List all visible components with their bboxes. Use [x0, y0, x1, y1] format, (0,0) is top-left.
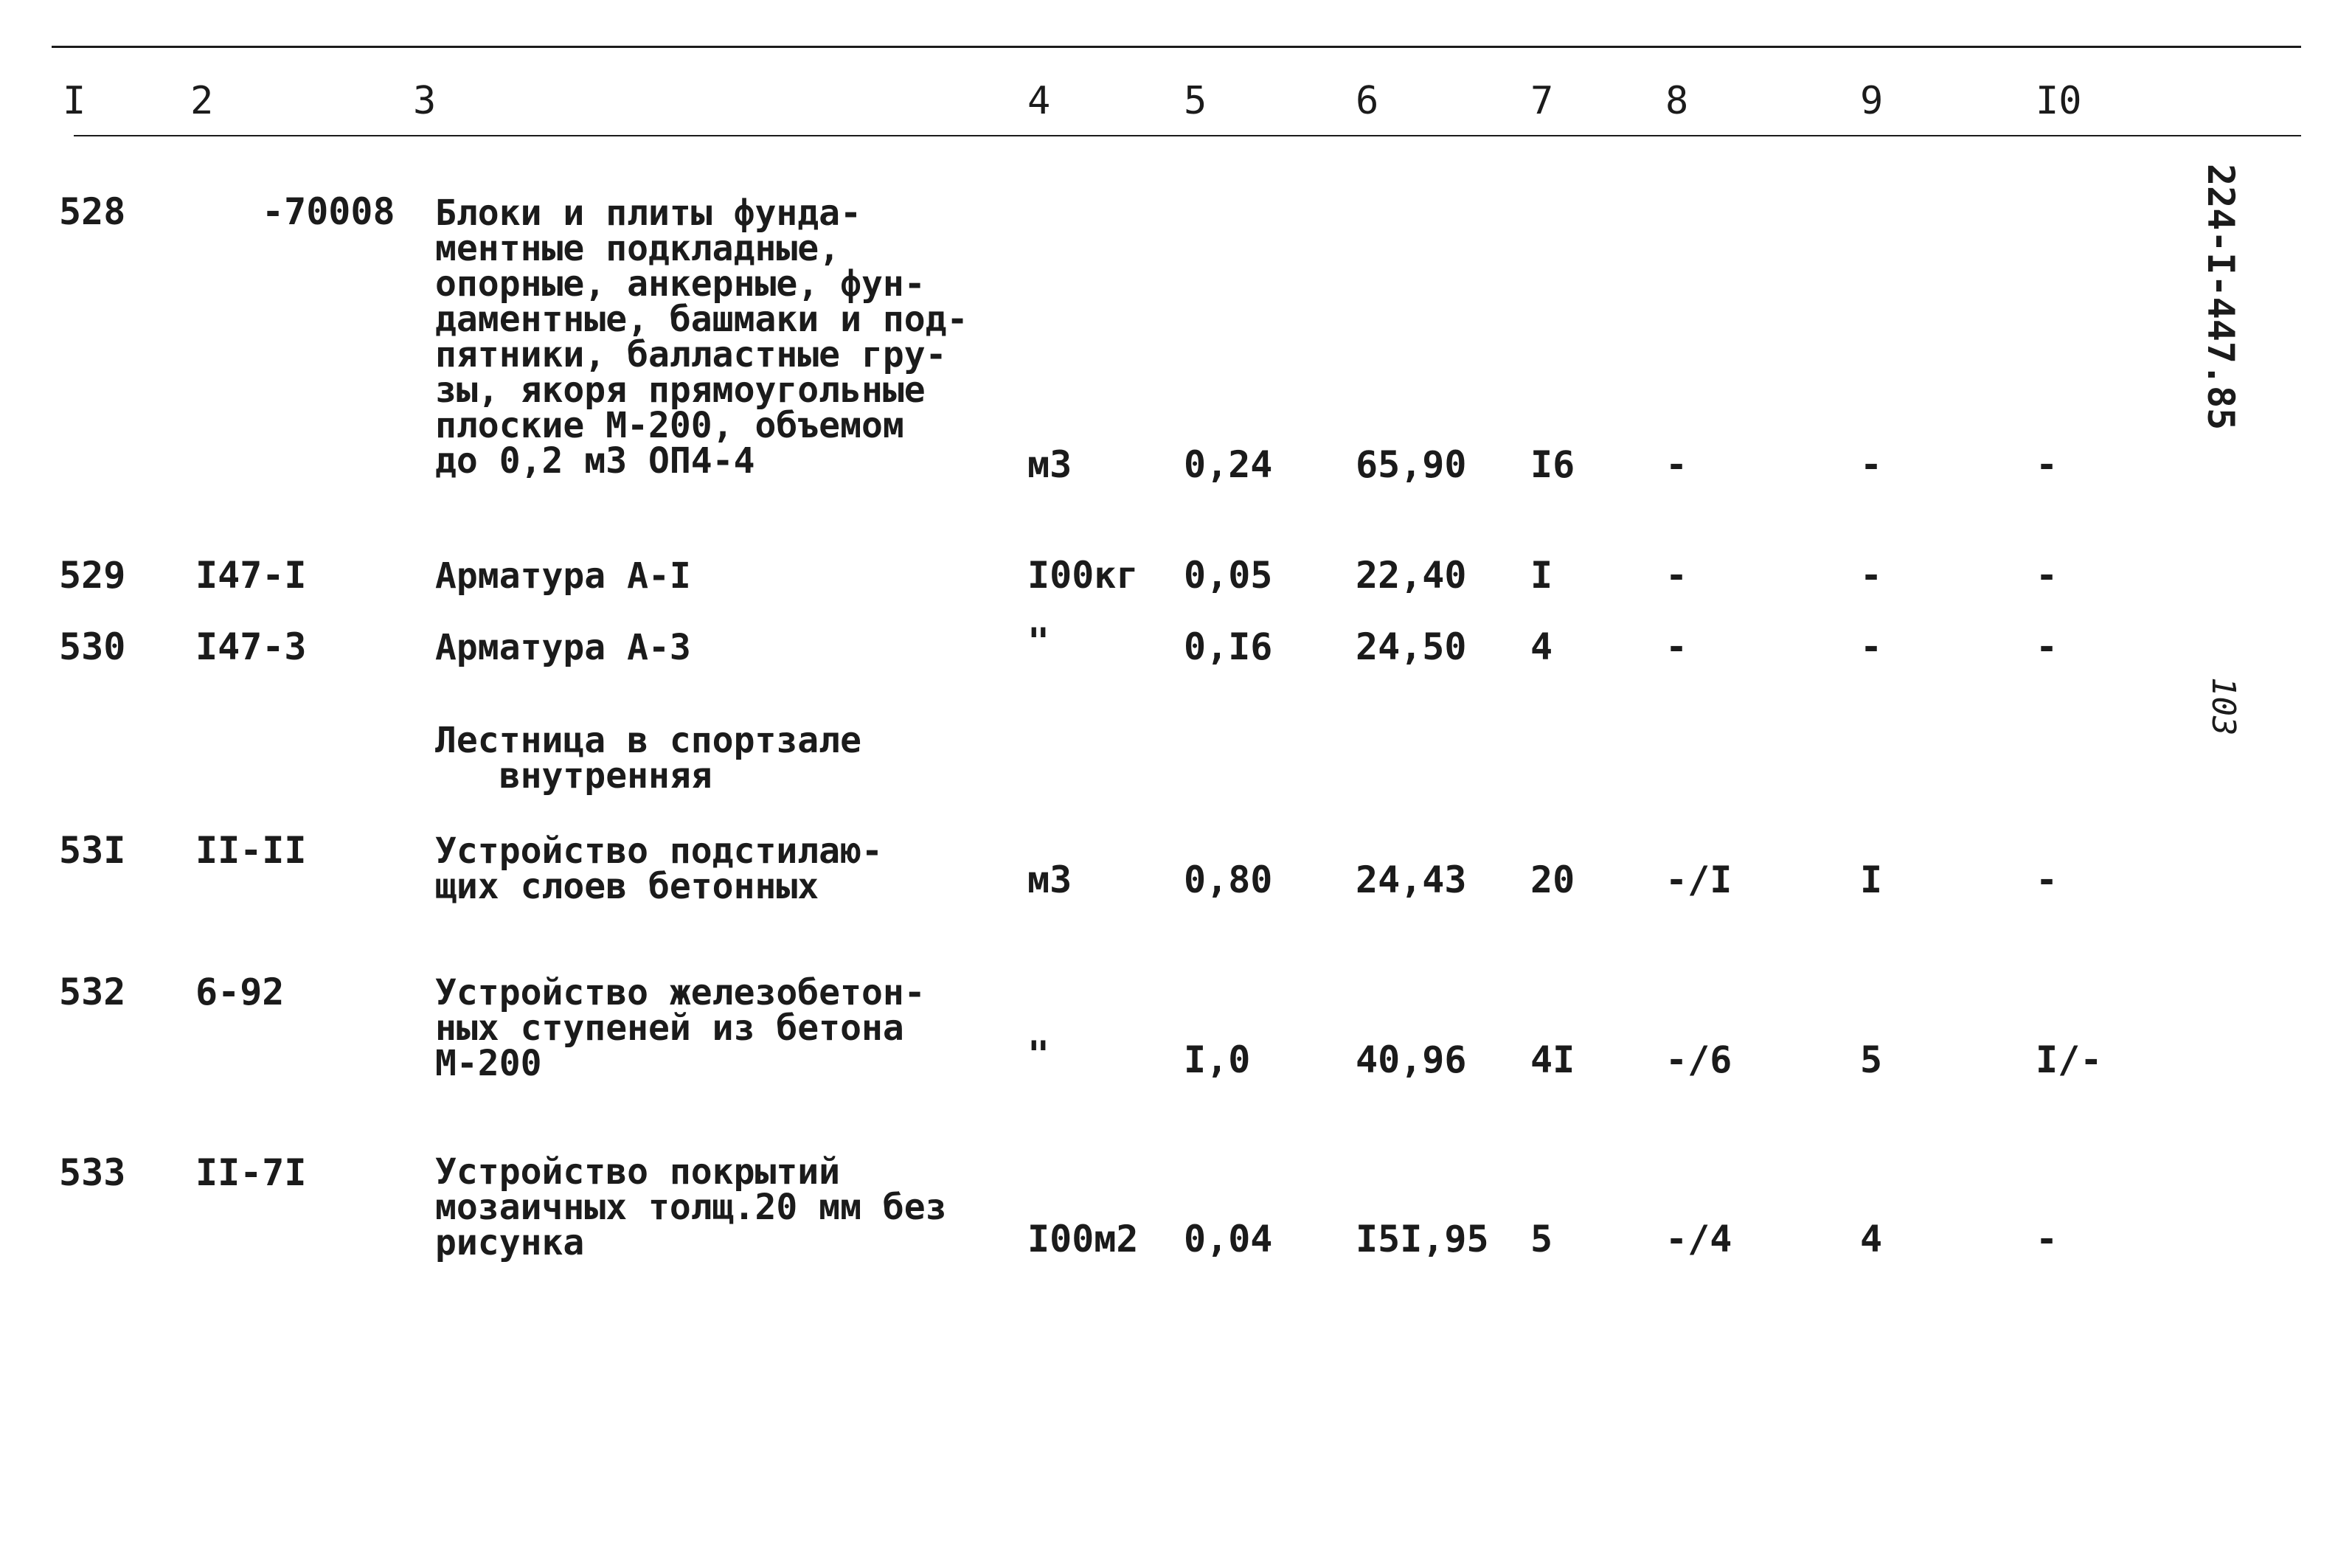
col-header-6: 6: [1356, 79, 1379, 123]
row-528-code: -70008: [262, 190, 395, 233]
row-530-col8: -: [1665, 625, 1688, 668]
row-533-price: I5I,95: [1356, 1218, 1489, 1260]
row-529-col9: -: [1860, 554, 1883, 597]
row-533-description: Устройство покрытий мозаичных толщ.20 мм без рисунка: [435, 1151, 947, 1263]
col-header-9: 9: [1860, 79, 1884, 123]
row-530-col7: 4: [1530, 625, 1553, 668]
row-533-col10: -: [2036, 1218, 2058, 1260]
row-529-col8: -: [1665, 554, 1688, 597]
col-header-3: 3: [413, 79, 437, 123]
col-header-2: 2: [190, 79, 214, 123]
row-530-qty: 0,I6: [1184, 625, 1273, 668]
row-531-price: 24,43: [1356, 858, 1467, 901]
row-530-num: 530: [59, 625, 126, 668]
row-531-qty: 0,80: [1184, 858, 1273, 901]
row-533-col9: 4: [1860, 1218, 1883, 1260]
row-529-price: 22,40: [1356, 554, 1467, 597]
row-529-col10: -: [2036, 554, 2058, 597]
header-rule: [74, 135, 2301, 136]
row-530-description: Арматура А-3: [435, 627, 691, 668]
row-531-num: 53I: [59, 829, 126, 872]
row-529-num: 529: [59, 554, 126, 597]
row-529-qty: 0,05: [1184, 554, 1273, 597]
row-533-qty: 0,04: [1184, 1218, 1273, 1260]
row-528-price: 65,90: [1356, 443, 1467, 486]
row-530-unit: ": [1027, 620, 1050, 663]
col-header-8: 8: [1665, 79, 1689, 123]
row-531-col10: -: [2036, 858, 2058, 901]
row-531-col7: 20: [1530, 858, 1575, 901]
col-header-7: 7: [1530, 79, 1554, 123]
row-530-code: I47-3: [195, 625, 307, 668]
row-532-qty: I,0: [1184, 1038, 1251, 1081]
row-531-col9: I: [1860, 858, 1883, 901]
row-532-code: 6-92: [195, 971, 285, 1013]
row-529-description: Арматура А-I: [435, 555, 691, 597]
row-528-qty: 0,24: [1184, 443, 1273, 486]
row-532-col8: -/6: [1665, 1038, 1732, 1081]
row-528-col10: -: [2036, 443, 2058, 486]
row-528-num: 528: [59, 190, 126, 233]
row-529-unit: I00кг: [1027, 554, 1139, 597]
row-532-description: Устройство железобетон- ных ступеней из бетона М-200: [435, 972, 926, 1084]
row-529-code: I47-I: [195, 554, 307, 597]
row-531-description: Устройство подстилаю- щих слоев бетонных: [435, 830, 883, 907]
col-header-1: I: [63, 79, 86, 123]
row-533-code: II-7I: [195, 1151, 307, 1194]
row-532-price: 40,96: [1356, 1038, 1467, 1081]
document-code: 224-I-447.85: [2199, 164, 2242, 431]
row-530-col9: -: [1860, 625, 1883, 668]
row-529-col7: I: [1530, 554, 1553, 597]
col-header-4: 4: [1027, 79, 1051, 123]
row-528-unit: м3: [1027, 443, 1072, 486]
row-532-unit: ": [1027, 1033, 1050, 1076]
row-532-col7: 4I: [1530, 1038, 1575, 1081]
row-530-col10: -: [2036, 625, 2058, 668]
row-528-col8: -: [1665, 443, 1688, 486]
col-header-10: I0: [2036, 79, 2082, 123]
row-533-num: 533: [59, 1151, 126, 1194]
row-531-col8: -/I: [1665, 858, 1732, 901]
row-532-num: 532: [59, 971, 126, 1013]
row-532-col10: I/-: [2036, 1038, 2103, 1081]
page-number: 103: [2204, 677, 2242, 736]
row-532-col9: 5: [1860, 1038, 1883, 1081]
col-header-5: 5: [1184, 79, 1207, 123]
row-528-col7: I6: [1530, 443, 1575, 486]
row-533-col7: 5: [1530, 1218, 1553, 1260]
row-528-description: Блоки и плиты фунда- ментные подкладные, опорные, анкерные, фун- даментные, башмаки и под- пятники, балластные гру- зы, якоря прямоугольные плоские М-200, объемом до 0,2 м3 ОП4-4: [435, 192, 968, 482]
row-533-unit: I00м2: [1027, 1218, 1139, 1260]
row-531-code: II-II: [195, 829, 307, 872]
section-title: Лестница в спортзале внутренняя: [435, 720, 861, 797]
row-533-col8: -/4: [1665, 1218, 1732, 1260]
row-528-col9: -: [1860, 443, 1883, 486]
top-rule: [52, 46, 2301, 48]
row-530-price: 24,50: [1356, 625, 1467, 668]
row-531-unit: м3: [1027, 858, 1072, 901]
